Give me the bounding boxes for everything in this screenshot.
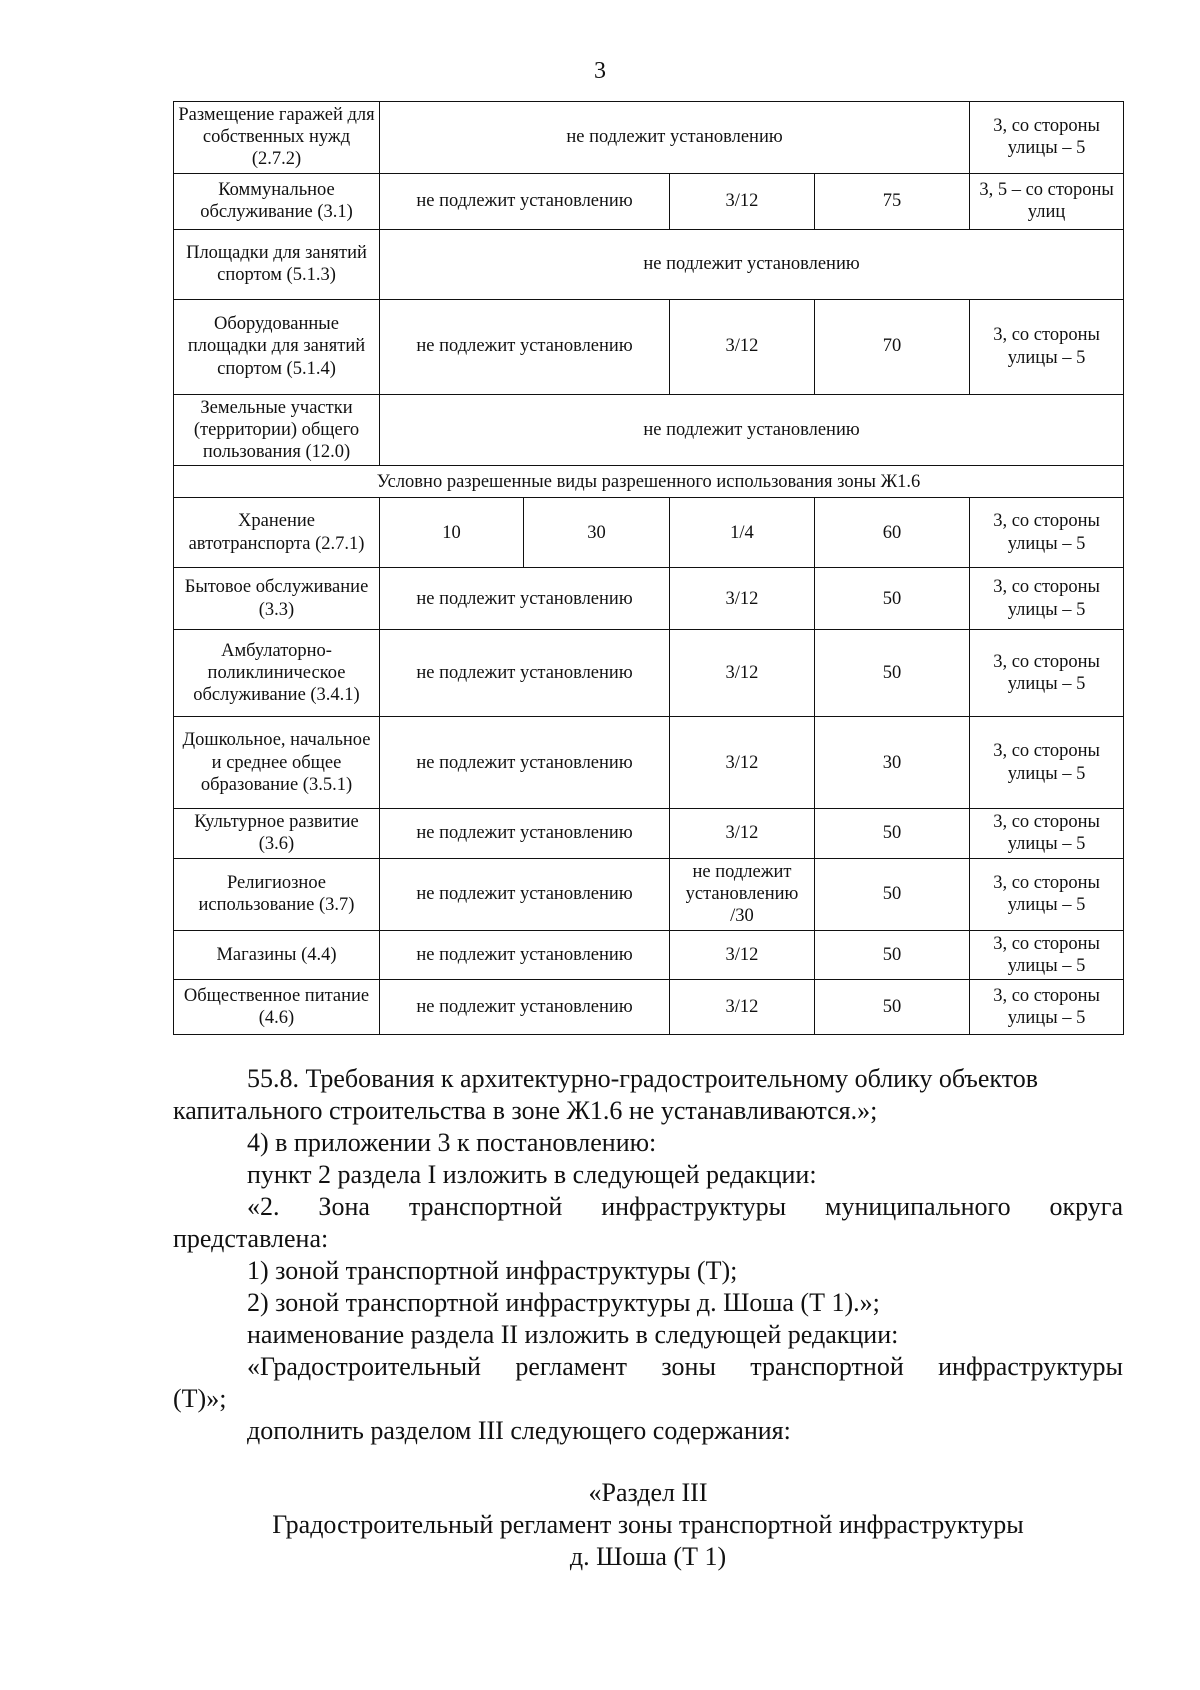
setback-cell: 3, со стороны улицы – 5 [970,102,1124,174]
use-name-cell: Коммунальное обслуживание (3.1) [174,173,380,229]
floors-cell: не подлежит установлению /30 [670,858,815,930]
section-header: Условно разрешенные виды разрешенного использования зоны Ж1.6 [174,466,1124,498]
paragraph-point-2: пункт 2 раздела I изложить в следующей редакции: [247,1160,817,1189]
coverage-cell: 50 [815,930,970,979]
list-item-1: 1) зоной транспортной инфраструктуры (Т); [247,1256,738,1285]
table-row [174,173,1124,229]
not-set-cell: не подлежит установлению [380,858,670,930]
floors-cell: 3/12 [670,630,815,717]
floors-cell: 3/12 [670,568,815,630]
coverage-cell: 50 [815,568,970,630]
not-set-cell: не подлежит установлению [380,568,670,630]
use-name-cell: Хранение автотранспорта (2.7.1) [174,498,380,568]
coverage-cell: 60 [815,498,970,568]
table-row [174,498,1124,568]
floors-cell: 3/12 [670,979,815,1034]
setback-cell: 3, со стороны улицы – 5 [970,568,1124,630]
use-name-cell: Религиозное использование (3.7) [174,858,380,930]
min-area-cell: 10 [380,498,524,568]
list-item-2: 2) зоной транспортной инфраструктуры д. Шоша (Т 1).»; [247,1288,880,1317]
table-row [174,979,1124,1034]
table-row [174,809,1124,858]
coverage-cell: 30 [815,717,970,809]
floors-cell: 1/4 [670,498,815,568]
section-subtitle-zone: д. Шоша (Т 1) [569,1542,727,1571]
setback-cell: 3, со стороны улицы – 5 [970,930,1124,979]
section-title: «Раздел III [588,1478,708,1507]
use-name-cell: Культурное развитие (3.6) [174,809,380,858]
not-set-cell: не подлежит установлению [380,930,670,979]
table-row [174,930,1124,979]
floors-cell: 3/12 [670,299,815,394]
not-set-cell: не подлежит установлению [380,979,670,1034]
paragraph-add-section-3: дополнить разделом III следующего содержания: [247,1416,791,1445]
section-header-row [174,466,1124,498]
not-set-cell: не подлежит установлению [380,630,670,717]
max-area-cell: 30 [524,498,670,568]
table-row [174,630,1124,717]
section-subtitle: Градостроительный регламент зоны транспортной инфраструктуры [272,1510,1024,1539]
use-name-cell: Дошкольное, начальное и среднее общее образование (3.5.1) [174,717,380,809]
table-row [174,299,1124,394]
setback-cell: 3, со стороны улицы – 5 [970,979,1124,1034]
not-set-cell: не подлежит установлению [380,717,670,809]
use-name-cell: Магазины (4.4) [174,930,380,979]
floors-cell: 3/12 [670,809,815,858]
setback-cell: 3, со стороны улицы – 5 [970,630,1124,717]
setback-cell: 3, со стороны улицы – 5 [970,498,1124,568]
table-row [174,229,1124,299]
regulations-table [173,101,1124,1035]
coverage-cell: 75 [815,173,970,229]
paragraph-section-2-name: наименование раздела II изложить в следующей редакции: [247,1320,899,1349]
setback-cell: 3, со стороны улицы – 5 [970,858,1124,930]
coverage-cell: 70 [815,299,970,394]
paragraph-item-4: 4) в приложении 3 к постановлению: [247,1128,657,1157]
floors-cell: 3/12 [670,173,815,229]
table-row [174,394,1124,466]
coverage-cell: 50 [815,630,970,717]
table-row [174,717,1124,809]
setback-cell: 3, со стороны улицы – 5 [970,299,1124,394]
not-set-cell: не подлежит установлению [380,299,670,394]
not-set-cell: не подлежит установлению [380,229,1124,299]
use-name-cell: Земельные участки (территории) общего пользования (12.0) [174,394,380,466]
use-name-cell: Оборудованные площадки для занятий спортом (5.1.4) [174,299,380,394]
coverage-cell: 50 [815,979,970,1034]
coverage-cell: 50 [815,809,970,858]
page-number: 3 [594,58,606,84]
use-name-cell: Площадки для занятий спортом (5.1.3) [174,229,380,299]
not-set-cell: не подлежит установлению [380,809,670,858]
document-body [173,1063,1123,1573]
paragraph-regulation-line1: «Градостроительный регламент зоны транспортной инфраструктуры [247,1352,1123,1381]
paragraph-55-8: 55.8. Требования к архитектурно-градостроительному облику объектов капитального строительства в зоне Ж1.6 не устанавливаются.»; [173,1064,1038,1125]
floors-cell: 3/12 [670,717,815,809]
table-row [174,568,1124,630]
coverage-cell: 50 [815,858,970,930]
paragraph-zone-line1: «2. Зона транспортной инфраструктуры муниципального округа [247,1192,1123,1221]
not-set-cell: не подлежит установлению [380,102,970,174]
not-set-cell: не подлежит установлению [380,173,670,229]
setback-cell: 3, 5 – со стороны улиц [970,173,1124,229]
setback-cell: 3, со стороны улицы – 5 [970,809,1124,858]
not-set-cell: не подлежит установлению [380,394,1124,466]
table-row [174,102,1124,174]
paragraph-regulation-line2: (Т)»; [173,1384,227,1413]
floors-cell: 3/12 [670,930,815,979]
use-name-cell: Амбулаторно-поликлиническое обслуживание (3.4.1) [174,630,380,717]
paragraph-zone-line2: представлена: [173,1224,329,1253]
use-name-cell: Бытовое обслуживание (3.3) [174,568,380,630]
use-name-cell: Общественное питание (4.6) [174,979,380,1034]
table-row [174,858,1124,930]
setback-cell: 3, со стороны улицы – 5 [970,717,1124,809]
use-name-cell: Размещение гаражей для собственных нужд (2.7.2) [174,102,380,174]
